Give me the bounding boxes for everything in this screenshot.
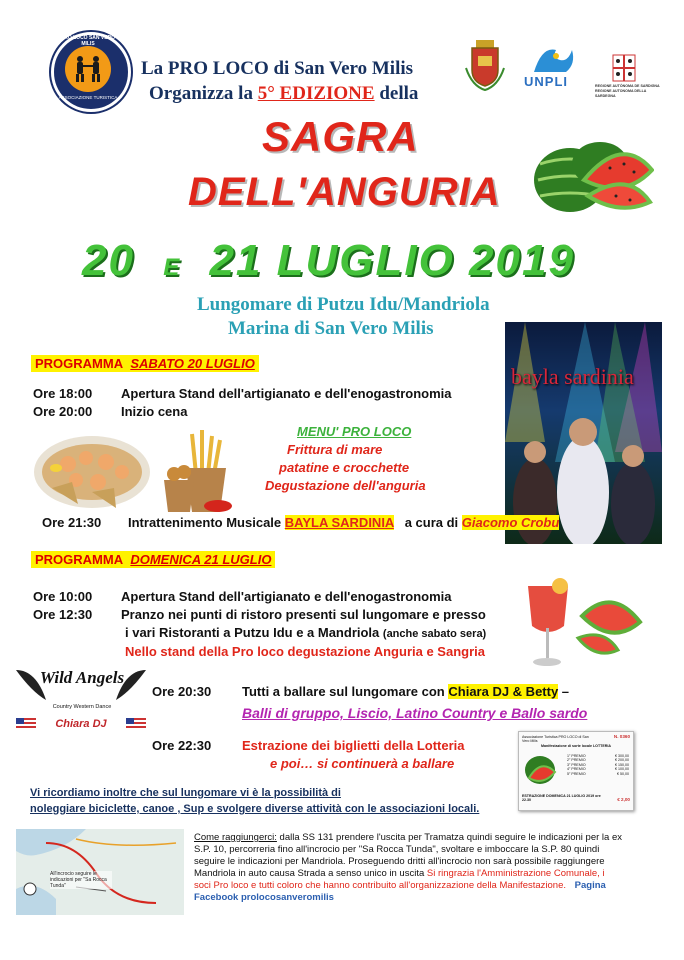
dance-styles: Balli di gruppo, Liscio, Latino Country e Ballo sardo bbox=[242, 705, 588, 721]
sangria-watermelon-icon bbox=[520, 576, 650, 672]
stand-note: Nello stand della Pro loco degustazione Anguria e Sangria bbox=[125, 644, 485, 659]
sardinia-region-flag-icon bbox=[612, 54, 636, 82]
reminder-line2: noleggiare biciclette, canoe , Sup e svolgere diverse attività con le associazioni locali. bbox=[30, 803, 480, 815]
directions-text: Come raggiungerci: dalla SS 131 prendere l'uscita per Tramatza quindi seguire le indicazioni per la ex S.P. 10, percorreria fino all'incrocio per "Sa Rocca Tunda", svoltare e imboccare la S.P. 80 quindi seguire le indicazioni per Mandriola. Proseguendo dritti all'incrocio non sarà possibile raggiungere Mandriola in auto causa Strada a senso unico in uscita Si ringrazia l'Amministrazione Comunale, i soci Pro loco e tutti coloro che hanno contribuito all'organizzazione della Manifestazione. Pagina Facebook prolocosanveromilis bbox=[194, 832, 622, 903]
wild-angels-name: Wild Angels bbox=[39, 668, 125, 687]
saturday-evening: Ore 21:30 Intrattenimento Musicale BAYLA SARDINIA a cura di Giacomo Crobu bbox=[42, 515, 560, 530]
municipal-crest-icon bbox=[464, 38, 506, 92]
sunday-item: Ore 10:00 Apertura Stand dell'artigianato e dell'enogastronomia bbox=[33, 589, 452, 604]
fries-croquettes-icon bbox=[162, 424, 238, 516]
saturday-item: Ore 20:00 Inizio cena bbox=[33, 404, 188, 419]
band-photo-text: bayla sardinia bbox=[511, 364, 634, 389]
ticket-header: Associazione Turistica PRO LOCO di San Vero Milis bbox=[522, 735, 589, 744]
prize-row: 4° PREMIO € 100,00 bbox=[567, 767, 629, 772]
lottery-time: Ore 22:30 bbox=[152, 738, 212, 753]
ticket-number: N. 0360 bbox=[613, 734, 630, 739]
directions-map bbox=[16, 829, 184, 915]
menu-item: patatine e crocchette bbox=[279, 460, 410, 475]
lottery-after: e poi… si continuerà a ballare bbox=[270, 756, 455, 771]
title-anguria: DELL'ANGURIA bbox=[188, 170, 501, 214]
menu-item: Frittura di mare bbox=[287, 442, 383, 457]
programma-sabato-label: PROGRAMMA SABATO 20 LUGLIO bbox=[31, 355, 259, 372]
prize-row: 2° PREMIO € 200,00 bbox=[567, 758, 629, 763]
sunday-lunch-line2: i vari Ristoranti a Putzu Idu e a Mandriola (anche sabato sera) bbox=[125, 625, 487, 640]
location-line1: Lungomare di Putzu Idu/Mandriola bbox=[197, 294, 490, 315]
event-dates: 20 E 21 LUGLIO 2019 bbox=[82, 236, 575, 285]
stage-lights-icon bbox=[505, 322, 662, 544]
header-line2: Organizza la 5° EDIZIONE della bbox=[149, 83, 419, 104]
band-name: BAYLA SARDINIA bbox=[284, 515, 394, 530]
ticket-price: € 2,00 bbox=[617, 797, 630, 802]
wild-angels-subtitle: Country Western Dance bbox=[52, 704, 112, 710]
lottery-text: Estrazione dei biglietti della Lotteria bbox=[242, 738, 465, 753]
ticket-draw: ESTRAZIONE DOMENICA 21 LUGLIO 2019 ore 22.30 bbox=[522, 794, 601, 803]
proloco-logo bbox=[48, 29, 128, 109]
logo-ring-text: PRO LOCO SAN VERO MILIS bbox=[60, 35, 116, 47]
lottery-ticket bbox=[518, 731, 634, 811]
thanks-text: Si ringrazia l'Amministrazione Comunale, i soci Pro loco e tutti coloro che hanno contribuito all'organizzazione della Manifestazione. bbox=[194, 868, 605, 891]
menu-item: Degustazione dell'anguria bbox=[265, 478, 426, 493]
band-photo bbox=[505, 322, 662, 544]
map-label: All'incrocio seguire le indicazioni per "Sa Rocca Tunda" bbox=[50, 871, 112, 889]
prize-row: 5° PREMIO € 50,00 bbox=[567, 771, 629, 776]
region-text: REGIONE AUTÒNOMA DE SARDIGNA REGIONE AUTONOMA DELLA SARDEGNA bbox=[595, 84, 660, 98]
fried-seafood-icon bbox=[32, 428, 152, 510]
ticket-title: Manifestazione di sorte locale LOTTERIA bbox=[541, 744, 611, 748]
dj-name: Chiara DJ & Betty bbox=[448, 684, 559, 699]
saturday-item: Ore 18:00 Apertura Stand dell'artigianato e dell'enogastronomia bbox=[33, 386, 452, 401]
organizer-name: Giacomo Crobu bbox=[461, 515, 560, 530]
prize-row: 3° PREMIO € 150,00 bbox=[567, 762, 629, 767]
wild-angels-dj: Chiara DJ bbox=[55, 718, 107, 730]
us-flag-icon bbox=[16, 718, 36, 730]
ticket-prizes bbox=[567, 754, 629, 776]
location-line2: Marina di San Vero Milis bbox=[228, 318, 434, 339]
title-sagra: SAGRA bbox=[262, 113, 419, 160]
unpli-label: UNPLI bbox=[524, 74, 568, 89]
unpli-logo-icon bbox=[526, 44, 576, 78]
prize-row: 1° PREMIO € 300,00 bbox=[567, 754, 629, 758]
facebook-page-link[interactable]: Pagina Facebook prolocosanveromilis bbox=[194, 880, 606, 903]
directions-lead: Come raggiungerci: bbox=[194, 832, 277, 843]
programma-domenica-label: PROGRAMMA DOMENICA 21 LUGLIO bbox=[31, 551, 275, 568]
reminder-line1: Vi ricordiamo inoltre che sul lungomare vi è la possibilità di bbox=[30, 787, 341, 799]
sunday-item: Ore 12:30 Pranzo nei punti di ristoro presenti sul lungomare e presso bbox=[33, 607, 486, 622]
wild-angels-logo bbox=[12, 660, 150, 736]
header-line1: La PRO LOCO di San Vero Milis bbox=[141, 58, 414, 79]
edition-label: 5° EDIZIONE bbox=[257, 83, 375, 104]
menu-title: MENU' PRO LOCO bbox=[297, 424, 412, 439]
logo-bottom-text: ASSOCIAZIONE TURISTICA bbox=[58, 95, 118, 100]
us-flag-icon bbox=[126, 718, 146, 730]
watermelon-icon bbox=[530, 134, 654, 216]
dance-text: Tutti a ballare sul lungomare con Chiara DJ & Betty – bbox=[242, 684, 570, 699]
dance-time: Ore 20:30 bbox=[152, 684, 212, 699]
ticket-watermelon-icon bbox=[523, 754, 557, 786]
